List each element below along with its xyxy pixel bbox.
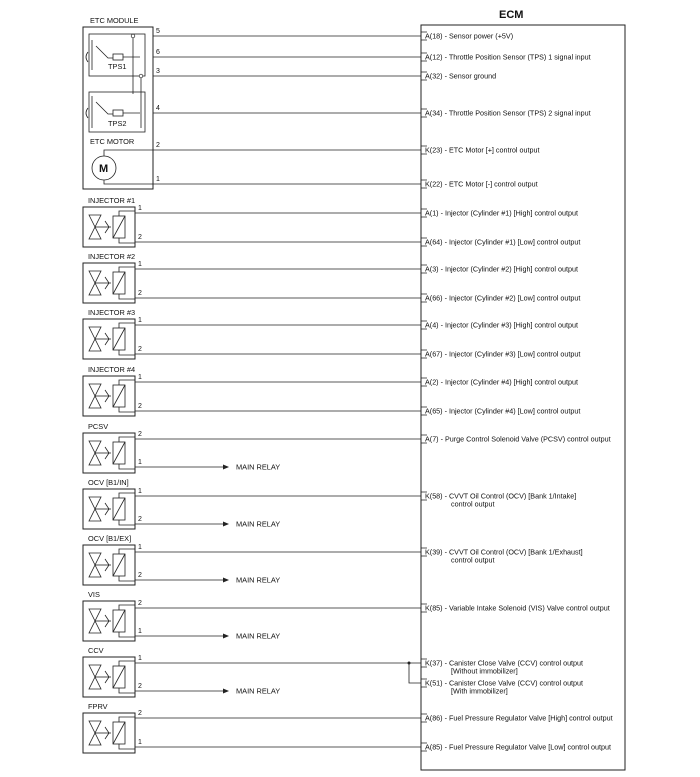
pin-number: 4 [156, 105, 160, 112]
ecm-signal-label: A(86) - Fuel Pressure Regulator Valve [High] control output [425, 713, 613, 723]
component-label: INJECTOR #3 [88, 308, 136, 317]
main-relay-label: MAIN RELAY [236, 575, 281, 585]
pin-number: 2 [138, 572, 142, 579]
pin-number: 2 [138, 710, 142, 717]
arrow-icon [223, 522, 229, 527]
component-8 [83, 590, 280, 641]
pin-number: 2 [138, 346, 142, 353]
pin-number: 5 [156, 28, 160, 35]
component-label: INJECTOR #2 [88, 252, 136, 261]
pin-number: 2 [138, 290, 142, 297]
pin-number: 2 [138, 600, 142, 607]
ecm-signal-label: K(39) - CVVT Oil Control (OCV) [Bank 1/Exhaust] [425, 547, 583, 557]
pin-number: 6 [156, 49, 160, 56]
tps2-label: TPS2 [108, 119, 127, 128]
pin-number: 1 [138, 655, 142, 662]
ecm-signal-label-line2: [With immobilizer] [451, 686, 508, 696]
ecm-signal-label: K(37) - Canister Close Valve (CCV) control output [425, 658, 584, 668]
ecm-signal-label: K(51) - Canister Close Valve (CCV) control output [425, 678, 584, 688]
main-relay-label: MAIN RELAY [236, 462, 281, 472]
ecm-signal-label: A(64) - Injector (Cylinder #1) [Low] control output [425, 237, 581, 247]
pin-number: 1 [156, 176, 160, 183]
ecm-signal-label: A(65) - Injector (Cylinder #4) [Low] control output [425, 406, 581, 416]
component-5 [83, 422, 280, 473]
ecm-signal-label: A(18) - Sensor power (+5V) [425, 31, 514, 41]
pin-number: 1 [138, 317, 142, 324]
pin-number: 1 [138, 261, 142, 268]
pin-number: 1 [138, 205, 142, 212]
component-label: OCV [B1/EX] [88, 534, 132, 543]
ccv-junction-dot [408, 662, 411, 665]
ecm-signal-label: A(12) - Throttle Position Sensor (TPS) 1 signal input [425, 52, 591, 62]
component-label: INJECTOR #1 [88, 196, 136, 205]
ecm-signal-label: K(85) - Variable Intake Solenoid (VIS) Valve control output [425, 603, 610, 613]
pin-number: 3 [156, 68, 160, 75]
pin-number: 1 [138, 544, 142, 551]
component-label: OCV [B1/IN] [88, 478, 129, 487]
ecm-signal-label: A(3) - Injector (Cylinder #2) [High] control output [425, 264, 578, 274]
pin-number: 2 [138, 683, 142, 690]
component-label: INJECTOR #4 [88, 365, 136, 374]
pin-number: 2 [138, 234, 142, 241]
pin-number: 2 [138, 516, 142, 523]
ecm-signal-label: A(67) - Injector (Cylinder #3) [Low] control output [425, 349, 581, 359]
pin-number: 2 [138, 431, 142, 438]
component-3 [83, 308, 135, 359]
component-1 [83, 196, 135, 247]
pin-number: 1 [138, 459, 142, 466]
pin-number: 2 [138, 403, 142, 410]
arrow-icon [223, 689, 229, 694]
component-label: VIS [88, 590, 100, 599]
etc-module-label: ETC MODULE [90, 16, 139, 25]
ccv-split-wire [409, 663, 421, 683]
ecm-signal-label-line2: control output [451, 555, 495, 565]
arrow-icon [223, 578, 229, 583]
component-layer [83, 196, 280, 753]
ecm-signal-label: K(22) - ETC Motor [-] control output [425, 179, 538, 189]
ecm-signal-label: A(7) - Purge Control Solenoid Valve (PCSV) control output [425, 434, 611, 444]
arrow-icon [223, 465, 229, 470]
component-label: CCV [88, 646, 104, 655]
component-6 [83, 478, 280, 529]
main-relay-label: MAIN RELAY [236, 686, 281, 696]
ecm-signal-label: K(23) - ETC Motor [+] control output [425, 145, 540, 155]
pin-number: 2 [156, 142, 160, 149]
etc-module-box [83, 27, 153, 189]
ecm-signal-label: A(4) - Injector (Cylinder #3) [High] control output [425, 320, 578, 330]
ecm-signal-label-line2: control output [451, 499, 495, 509]
pin-number: 1 [138, 739, 142, 746]
pin-number: 1 [138, 374, 142, 381]
component-label: PCSV [88, 422, 109, 431]
ecm-title: ECM [499, 9, 524, 21]
ecm-signal-label: A(1) - Injector (Cylinder #1) [High] control output [425, 208, 578, 218]
etc-motor-label: ETC MOTOR [90, 137, 135, 146]
ecm-signal-label: K(58) - CVVT Oil Control (OCV) [Bank 1/Intake] [425, 491, 577, 501]
component-9 [83, 646, 280, 697]
component-10 [83, 702, 135, 753]
ecm-signal-label: A(66) - Injector (Cylinder #2) [Low] control output [425, 293, 581, 303]
component-2 [83, 252, 135, 303]
main-relay-label: MAIN RELAY [236, 631, 281, 641]
pin-number: 1 [138, 488, 142, 495]
main-relay-label: MAIN RELAY [236, 519, 281, 529]
ecm-signal-label: A(2) - Injector (Cylinder #4) [High] control output [425, 377, 578, 387]
ecm-signal-label-line2: [Without immobilizer] [451, 666, 518, 676]
component-4 [83, 365, 135, 416]
etc-motor-symbol: M [99, 163, 109, 175]
ecm-signal-label: A(34) - Throttle Position Sensor (TPS) 2 signal input [425, 108, 591, 118]
component-label: FPRV [88, 702, 108, 711]
ecm-signal-label: A(32) - Sensor ground [425, 71, 497, 81]
etc-module [83, 16, 153, 189]
tps1-label: TPS1 [108, 62, 127, 71]
component-7 [83, 534, 280, 585]
pin-number: 1 [138, 628, 142, 635]
arrow-icon [223, 634, 229, 639]
ecm-signal-label: A(85) - Fuel Pressure Regulator Valve [Low] control output [425, 742, 612, 752]
